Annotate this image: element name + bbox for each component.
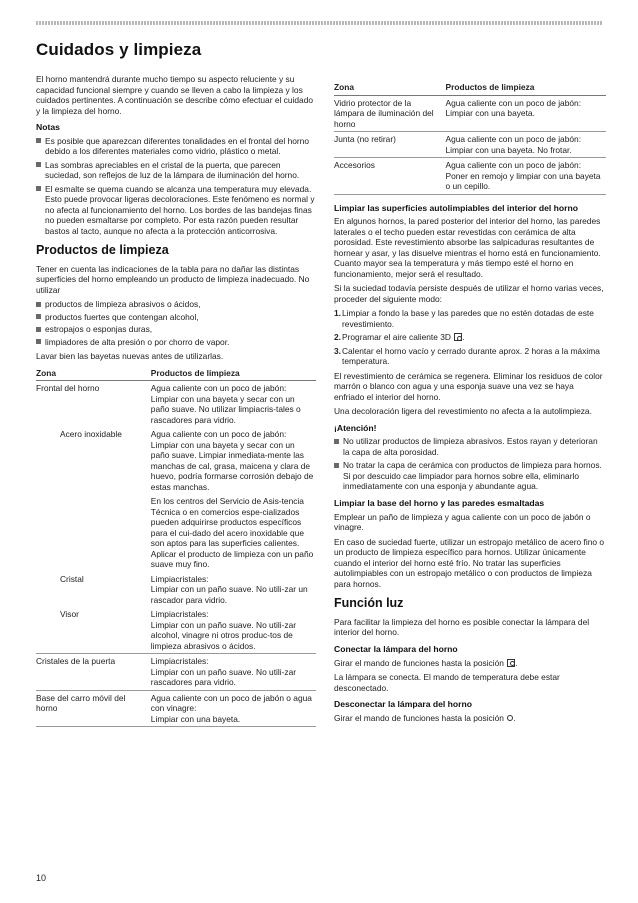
table-row — [334, 95, 606, 132]
self-clean-paragraph: En algunos hornos, la pared posterior del interior del horno, las paredes laterales o el techo pueden estar revestidas con cerámica de alta porosidad. Este revestimiento absorbe las salpicaduras resultantes de hornear y asar, y las disuelve mientras el horno está en funcionamiento. Cuanto mayor sea la temperatura y más tiempo esté el horno en funcionamiento, mejor será el resultado. — [334, 216, 601, 279]
table-cell-products — [151, 654, 316, 691]
page-number: 10 — [36, 873, 47, 883]
step-item — [334, 308, 606, 329]
step-number: 2. — [334, 332, 341, 343]
table-header-products: Productos de limpieza — [151, 366, 316, 381]
oven-light-icon — [507, 657, 518, 668]
table-cell-products — [151, 572, 316, 608]
light-on-heading: Conectar la lámpara del horno — [334, 643, 458, 654]
cell-text: Limpiacristales: Limpiar con un paño suave. No utili-zar un rascador para vidrio. — [150, 573, 308, 605]
table-row — [36, 381, 316, 428]
table-cell-zone: Base del carro móvil del horno — [36, 690, 151, 727]
step-text: Calentar el horno vacío y cerrado durante aprox. 2 horas a la máxima temperatura. — [342, 345, 600, 367]
cell-text: Agua caliente con un poco de jabón: Limpiar con una bayeta. — [445, 97, 582, 118]
step-item — [334, 332, 606, 343]
self-clean-heading: Limpiar las superficies autolimpiables del interior del horno — [334, 202, 579, 213]
table-cell-zone: Cristal — [60, 573, 84, 584]
cell-text: Limpiacristales: Limpiar con un paño suave. No utili-zar alcohol, vinagre ni otros produc-tos de limpieza abrasivos o ácidos. — [150, 609, 297, 651]
table-header-products: Productos de limpieza — [446, 80, 606, 95]
steps-list — [334, 308, 606, 367]
table-row — [36, 607, 316, 654]
table-cell-products — [151, 494, 316, 572]
table-cell-zone: Accesorios — [334, 158, 446, 195]
header-rule — [36, 21, 603, 25]
products-list — [36, 299, 316, 347]
product-item: limpiadores de alta presión o por chorro de vapor. — [36, 337, 316, 348]
light-off-text: Girar el mando de funciones hasta la posición — [334, 712, 504, 723]
table-cell-products — [446, 132, 606, 158]
enamel-paragraph: Emplear un paño de limpieza y agua caliente con un poco de jabón o vinagre. — [334, 511, 591, 533]
light-on-paragraph: La lámpara se conecta. El mando de temperatura debe estar desconectado. — [334, 672, 560, 693]
cell-text: Agua caliente con un poco de jabón o agua con vinagre: Limpiar con una bayeta. — [150, 692, 312, 724]
table-cell-products — [151, 607, 316, 654]
cell-text: Agua caliente con un poco de jabón: Limpiar con una bayeta y secar con un paño suave. No utilizar limpiacris-tales o rascadores para vidrio. — [150, 383, 301, 425]
cell-text: Agua caliente con un poco de jabón: Limpiar con una bayeta. No frotar. — [445, 134, 582, 155]
light-off-instruction — [334, 713, 606, 724]
table-cell-products — [151, 690, 316, 727]
light-on-instruction — [334, 658, 606, 669]
table-cell-zone: Junta (no retirar) — [334, 132, 446, 158]
cleaning-table-right — [334, 80, 606, 195]
table-cell-products — [151, 381, 316, 428]
table-cell-zone: Cristales de la puerta — [36, 654, 151, 691]
table-cell-zone: Frontal del horno — [36, 383, 100, 394]
product-item: productos de limpieza abrasivos o ácidos, — [36, 299, 316, 310]
light-heading: Función luz — [334, 596, 404, 611]
light-on-text: Girar el mando de funciones hasta la posición — [334, 657, 504, 668]
step-number: 3. — [334, 345, 341, 356]
note-item: El esmalte se quema cuando se alcanza una temperatura muy elevada. Esto puede provocar ligeras decoloraciones. Este fenómeno es normal y no afecta al funcionamiento del horno. Los bordes de las bandejas finas no pueden esmaltarse por completo. Por esta razón pueden resultar bastos al tacto, aunque no afecta a la protección anticorrosiva. — [36, 184, 316, 237]
table-header-zone: Zona — [334, 80, 446, 95]
table-row — [36, 690, 316, 727]
table-cell-products — [151, 427, 316, 494]
warnings-list — [334, 436, 606, 492]
light-intro: Para facilitar la limpieza del horno es posible conectar la lámpara del interior del horno. — [334, 616, 590, 638]
light-off-suffix: . — [513, 712, 516, 723]
step-content — [342, 332, 465, 343]
table-row — [36, 572, 316, 608]
self-clean-paragraph: Una decoloración ligera del revestimiento no afecta a la autolimpieza. — [334, 406, 592, 417]
table-cell-products — [446, 95, 606, 132]
table-header-zone: Zona — [36, 366, 151, 381]
cell-text: Agua caliente con un poco de jabón: Limpiar con una bayeta y secar con un paño suave. Limpiar inmediata-mente las manchas de cal, grasa, maicena y clara de huevo, podría formarse corrosión debajo de estas manchas. — [150, 429, 314, 492]
hot-air-3d-icon — [454, 332, 465, 343]
cell-text: En los centros del Servicio de Asis-tencia Técnica o en comercios espe-cializados pueden adquirirse productos específicos para el cui-dado del acero inoxidable que son aptos para las superficies calientes. Aplicar el producto de limpieza con un paño suave muy fino. — [150, 496, 314, 570]
light-off-heading: Desconectar la lámpara del horno — [334, 699, 473, 710]
table-row — [36, 494, 316, 572]
self-clean-paragraph: Si la suciedad todavía persiste después de utilizar el horno varias veces, proceder del siguiente modo: — [334, 283, 604, 304]
table-cell-zone: Acero inoxidable — [60, 429, 122, 440]
table-row — [36, 654, 316, 691]
enamel-paragraph: En caso de suciedad fuerte, utilizar un estropajo metálico de acero fino o un producto de limpieza específico para hornos. Utilizar únicamente cuando el interior del horno esté frío. No tratar las superficies autolimpiables con un estropajo metálico o con productos de limpieza para hornos. — [334, 536, 605, 589]
warning-item: No utilizar productos de limpieza abrasivos. Estos rayan y deterioran la capa de alta porosidad. — [334, 436, 606, 457]
cell-text: Agua caliente con un poco de jabón: Poner en remojo y limpiar con una bayeta o un cepillo. — [445, 160, 601, 191]
step-item — [334, 346, 606, 367]
notes-list — [36, 136, 316, 237]
product-item: estropajos o esponjas duras, — [36, 324, 316, 335]
table-row — [334, 132, 606, 158]
right-column — [334, 80, 606, 727]
table-cell-products — [446, 158, 606, 195]
step-suffix: . — [462, 332, 465, 343]
self-clean-paragraph: El revestimiento de cerámica se regenera. Eliminar los residuos de color marrón o blanco con agua y una esponja suave una vez se haya enfriado el interior del horno. — [334, 370, 603, 402]
product-item: productos fuertes que contengan alcohol, — [36, 312, 316, 323]
products-outro: Lavar bien las bayetas nuevas antes de utilizarlas. — [36, 351, 224, 362]
cleaning-table-left — [36, 366, 316, 728]
enamel-heading: Limpiar la base del horno y las paredes esmaltadas — [334, 497, 545, 508]
table-row — [334, 158, 606, 195]
table-cell-zone — [36, 494, 151, 572]
notes-heading: Notas — [36, 122, 60, 132]
products-heading: Productos de limpieza — [36, 243, 169, 258]
step-text: Programar el aire caliente 3D — [342, 332, 451, 343]
table-cell-zone: Visor — [36, 607, 151, 654]
step-number: 1. — [334, 308, 341, 319]
table-cell-zone: Vidrio protector de la lámpara de iluminación del horno — [334, 95, 446, 132]
note-item: Es posible que aparezcan diferentes tonalidades en el frontal del horno debido a los diferentes materiales como vidrio, plástico o metal. — [36, 136, 316, 157]
intro-paragraph: El horno mantendrá durante mucho tiempo su aspecto reluciente y su capacidad funcional siempre y cuando se lleven a cabo la limpieza y los cuidados pertinentes. A continuación se describe cómo efectuar el cuidado y la limpieza del horno. — [36, 74, 314, 116]
light-on-suffix: . — [515, 657, 518, 668]
table-row — [36, 427, 316, 494]
warning-item: No tratar la capa de cerámica con productos de limpieza para hornos. Si por descuido cae limpiador para hornos sobre ella, eliminarlo inmediatamente con una esponja y abundante agua. — [334, 460, 606, 492]
left-column — [36, 74, 316, 733]
cell-text: Limpiacristales: Limpiar con un paño suave. No utili-zar rascadores para vidrio. — [150, 656, 297, 688]
page-title: Cuidados y limpieza — [36, 40, 202, 59]
note-item: Las sombras apreciables en el cristal de la puerta, que parecen suciedad, son reflejos de luz de la lámpara de iluminación del horno. — [36, 160, 316, 181]
step-text: Limpiar a fondo la base y las paredes que no estén dotadas de este revestimiento. — [342, 308, 594, 329]
products-intro: Tener en cuenta las indicaciones de la tabla para no dañar las distintas superficies del horno empleando un producto de limpieza inadecuado. No utilizar — [36, 263, 310, 295]
warning-heading: ¡Atención! — [334, 422, 377, 433]
